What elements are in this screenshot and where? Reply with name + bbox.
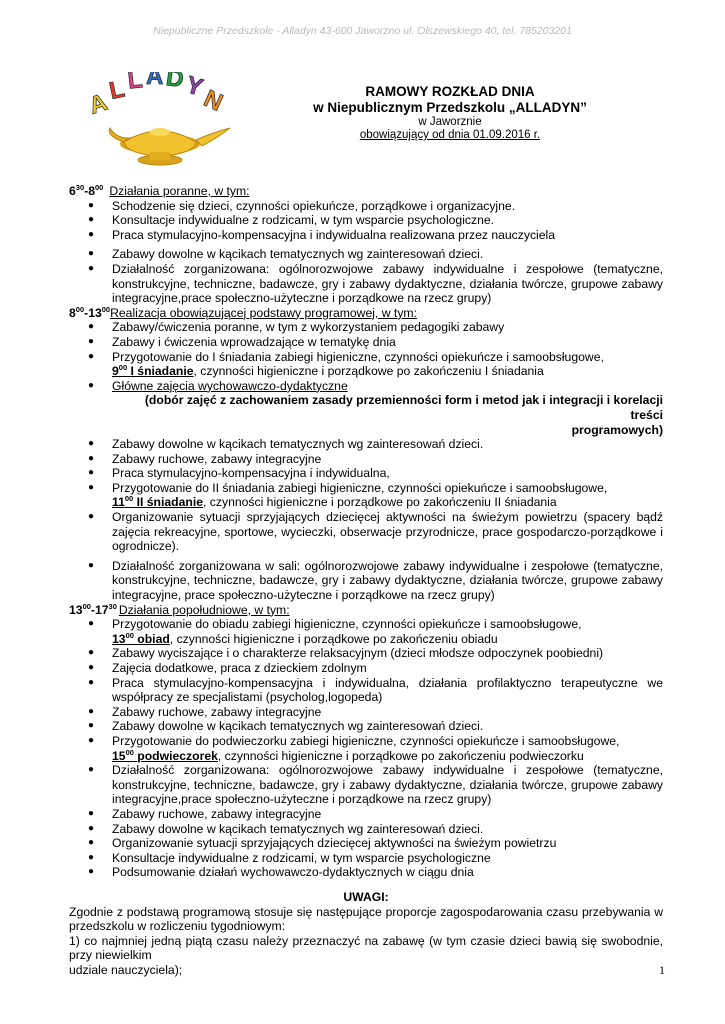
- list-item: ● Zajęcia dodatkowe, praca z dzieckiem zdolnym: [88, 661, 367, 675]
- list-item: ● Praca stymulacyjno-kompensacyjna i indywidualna, działania profilaktyczno terapeutyczne we współpracy ze specjalistami (psycholog,logopeda): [88, 675, 663, 705]
- logo-letter-4: A: [146, 72, 164, 90]
- emphasis-line-1: (dobór zajęć z zachowaniem zasady przemienności form i metod jak i integracji i korelacji treści: [144, 393, 663, 422]
- notes-paragraph-2b: udziale nauczyciela);: [69, 962, 183, 977]
- section-core-list-2: [69, 437, 663, 603]
- list-item: ● Główne zajęcia wychowawczo-dydaktyczne: [88, 378, 348, 393]
- list-item: ● Przygotowanie do I śniadania zabiegi higieniczne, czynności opiekuńcze i samoobsługowe, $9^{00}$ I śniadanie, czynności higieniczne i porządkowe po zakończeniu I śniadania: [69, 350, 663, 379]
- list-item: ● Schodzenie się dzieci, czynności opiekuńcze, porządkowe i organizacyjne.: [88, 198, 516, 213]
- breakfast-2-line: $11^{00}$ II śniadanie, czynności higieniczne i porządkowe po zakończeniu II śniadania: [112, 494, 557, 510]
- emphasis-note: [69, 393, 663, 437]
- logo-letter-5: D: [164, 72, 186, 94]
- list-item: ● Zabawy/ćwiczenia poranne, w tym z wykorzystaniem pedagogiki zabawy: [88, 320, 505, 335]
- section-time: $6^{30}-8^{00}$: [69, 183, 104, 198]
- logo-letter-3: L: [126, 72, 144, 95]
- list-item: ● Konsultacje indywidualne z rodzicami, w tym wsparcie psychologiczne.: [88, 213, 495, 228]
- section-label: Działania popołudniowe, w tym:: [118, 602, 290, 617]
- list-item: ● Konsultacje indywidualne z rodzicami, w tym wsparcie psychologiczne: [88, 850, 491, 865]
- title-line-4: obowiązujący od dnia 01.09.2016 r.: [359, 129, 541, 141]
- list-item: ● Organizowanie sytuacji sprzyjających dziecięcej aktywności na świeżym powietrzu: [88, 836, 557, 851]
- title-line-1: RAMOWY ROZKŁAD DNIA: [365, 84, 535, 99]
- logo-letter-7: N: [199, 85, 227, 117]
- list-item: ● Zabawy dowolne w kącikach tematycznych wg zainteresowań dzieci.: [88, 821, 484, 836]
- section-afternoon-list: [69, 617, 663, 880]
- title-line-2: w Niepublicznym Przedszkolu „ALLADYN”: [313, 100, 587, 115]
- notes-paragraph-1: Zgodnie z podstawą programową stosuje się następujące proporcje zagospodarowania czasu przebywania w przedszkolu w rozliczeniu tygodniowym:: [69, 904, 663, 934]
- section-core-list: [69, 320, 663, 393]
- list-item: ● Przygotowanie do podwieczorku zabiegi higieniczne, czynności opiekuńcze i samoobsługowe, $15^{00}$ podwieczorek, czynności higieniczne i porządkowe po zakończeniu podwieczorku: [69, 734, 663, 763]
- list-item: ● Zabawy wyciszające i o charakterze relaksacyjnym (dzieci młodsze odpoczynek poobiedni): [88, 646, 604, 661]
- page-number: 1: [659, 963, 665, 978]
- list-item: ● Zabawy i ćwiczenia wprowadzające w tematykę dnia: [88, 334, 396, 349]
- list-item: ● Przygotowanie do obiadu zabiegi higieniczne, czynności opiekuńcze i samoobsługowe, $13^{00}$ obiad, czynności higieniczne i porządkowe po zakończeniu obiadu: [69, 617, 663, 646]
- list-item: ● Działalność zorganizowana w sali: ogólnorozwojowe zabawy indywidualne i zespołowe (tematyczne, konstrukcyjne, techniczne, badawcze, gry i zabawy dydaktyczne, działania twórcze, grupowe zabawy integracyjne, prace społeczno-użyteczne i porządkowe na rzecz grupy): [88, 558, 663, 603]
- list-item: ● Zabawy ruchowe, zabawy integracyjne: [88, 806, 322, 821]
- list-item: ● Zabawy dowolne w kącikach tematycznych wg zainteresowań dzieci.: [88, 247, 484, 262]
- alladyn-logo: [84, 72, 234, 168]
- notes-section: [69, 890, 663, 978]
- section-time: $8^{00}-13^{00}$: [69, 304, 111, 320]
- section-core: [69, 306, 663, 321]
- document-header: Niepubliczne Przedszkole - Alladyn 43-600 Jaworzno ul. Olszewskiego 40, tel. 785203201: [153, 25, 572, 37]
- title-line-3: w Jaworznie: [418, 116, 482, 128]
- list-item: ● Przygotowanie do II śniadania zabiegi higieniczne, czynności opiekuńcze i samoobsługowe, $11^{00}$ II śniadanie, czynności higieniczne i porządkowe po zakończeniu II śniadania: [69, 481, 663, 510]
- list-item: ● Organizowanie sytuacji sprzyjających dziecięcej aktywności na świeżym powietrzu (spacery bądź zajęcia rekreacyjne, sportowe, wycieczki, obserwacje przyrodnicze, prace gospodarczo-porządkowe i ogrodnicze).: [88, 510, 663, 554]
- section-morning-list: [69, 199, 663, 306]
- logo-letter-1: A: [85, 88, 111, 120]
- emphasis-line-2: programowych): [571, 422, 663, 437]
- schedule-content: [69, 184, 663, 977]
- notes-paragraph-2a: 1) co najmniej jedną piątą czasu należy przeznaczyć na zabawę (w tym czasie dzieci bawią się swobodnie, przy niewielkim: [69, 933, 663, 963]
- section-afternoon: [69, 603, 663, 618]
- list-item: ● Zabawy ruchowe, zabawy integracyjne: [88, 704, 322, 719]
- list-item: ● Praca stymulacyjno-kompensacyjna i indywidualna realizowana przez nauczyciela: [88, 227, 556, 242]
- section-morning: [69, 184, 663, 199]
- section-label: Działania poranne, w tym:: [109, 184, 250, 198]
- logo-letter-6: Y: [183, 72, 206, 102]
- list-item: ● Zabawy dowolne w kącikach tematycznych wg zainteresowań dzieci.: [88, 719, 484, 734]
- list-item: ● Podsumowanie działań wychowawczo-dydaktycznych w ciągu dnia: [88, 865, 474, 880]
- list-item: ● Działalność zorganizowana: ogólnorozwojowe zabawy indywidualne i zespołowe (tematyczne, konstrukcyjne, techniczne, badawcze, gry i zabawy dydaktyczne, działania twórcze, grupowe zabawy integracyjne,prace społeczno-użyteczne i porządkowe na rzecz grupy): [88, 261, 663, 306]
- list-item: ● Zabawy dowolne w kącikach tematycznych wg zainteresowań dzieci.: [88, 437, 484, 452]
- logo-letter-2: L: [107, 75, 127, 105]
- snack-line: $15^{00}$ podwieczorek, czynności higieniczne i porządkowe po zakończeniu podwieczorku: [112, 747, 584, 763]
- list-item: ● Działalność zorganizowana: ogólnorozwojowe zabawy indywidualne i zespołowe (tematyczne, konstrukcyjne, techniczne, badawcze, gry i zabawy dydaktyczne, działania twórcze, grupowe zabawy integracyjne,prace społeczno-użyteczne i porządkowe na rzecz grupy): [88, 763, 663, 807]
- lunch-line: $13^{00}$ obiad, czynności higieniczne i porządkowe po zakończeniu obiadu: [112, 630, 498, 646]
- list-item: ● Praca stymulacyjno-kompensacyjna i indywidualna,: [88, 466, 390, 481]
- title-block: [300, 84, 600, 142]
- section-time: $13^{00}-17^{30}$: [69, 601, 117, 617]
- breakfast-1-line: $9^{00}$ I śniadanie, czynności higieniczne i porządkowe po zakończeniu I śniadania: [112, 363, 544, 379]
- section-label: Realizacja obowiązującej podstawy programowej, w tym:: [110, 305, 417, 320]
- list-item: ● Zabawy ruchowe, zabawy integracyjne: [88, 451, 322, 466]
- notes-title: UWAGI:: [343, 889, 389, 904]
